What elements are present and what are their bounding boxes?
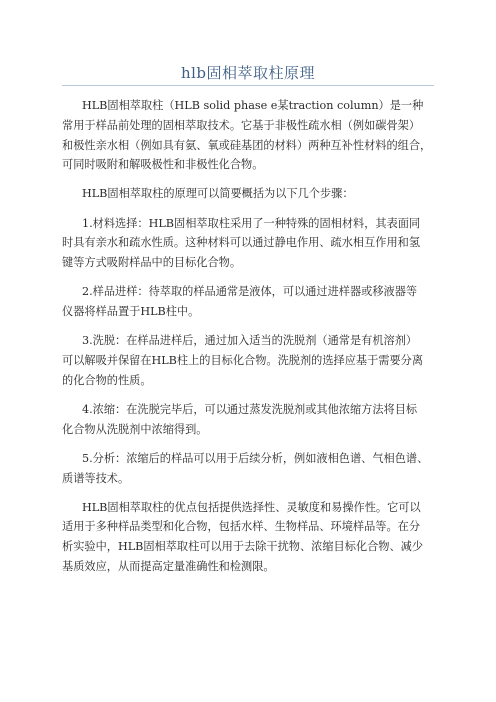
paragraph-line: 的化合物的性质。 — [62, 373, 152, 387]
paragraph-step-4 — [62, 400, 438, 440]
paragraph-line: 2.样品进样：待萃取的样品通常是液体，可以通过进样器或移液器等 — [82, 285, 418, 299]
paragraph-line: 可以解吸并保留在HLB柱上的目标化合物。洗脱剂的选择应基于需要分离 — [62, 353, 424, 367]
paragraph-line: 基质效应，从而提高定量准确性和检测限。 — [62, 560, 275, 574]
title-divider — [62, 85, 434, 86]
paragraph-line: HLB固相萃取柱（HLB solid phase e某traction column）是一种 — [82, 99, 424, 112]
paragraph-line: 质谱等技术。 — [62, 471, 130, 485]
paragraph-line: HLB固相萃取柱的优点包括提供选择性、灵敏度和易操作性。它可以 — [82, 500, 421, 514]
paragraph-line: 适用于多种样品类型和化合物，包括水样、生物样品、环境样品等。在分 — [62, 520, 421, 534]
paragraph-steps-intro — [62, 184, 438, 204]
paragraph-intro — [62, 96, 438, 175]
paragraph-line: 5.分析：浓缩后的样品可以用于后续分析，例如液相色谱、气相色谱、 — [82, 451, 429, 465]
paragraph-line: 1.材料选择：HLB固相萃取柱采用了一种特殊的固相材料，其表面同 — [82, 216, 421, 230]
paragraph-line: HLB固相萃取柱的原理可以简要概括为以下几个步骤： — [82, 187, 354, 201]
paragraph-line: 析实验中，HLB固相萃取柱可以用于去除干扰物、浓缩目标化合物、减少 — [62, 540, 424, 554]
paragraph-line: 仪器将样品置于HLB柱中。 — [62, 305, 200, 319]
paragraph-line: 键等方式吸附样品中的目标化合物。 — [62, 256, 242, 270]
paragraph-line: 常用于样品前处理的固相萃取技术。它基于非极性疏水相（例如碳骨架） — [62, 118, 421, 132]
paragraph-step-5 — [62, 449, 438, 489]
paragraph-step-3 — [62, 331, 438, 390]
document-title: hlb固相萃取柱原理 — [180, 64, 316, 82]
paragraph-line: 时具有亲水和疏水性质。这种材料可以通过静电作用、疏水相互作用和氢 — [62, 236, 421, 250]
paragraph-line: 可同时吸附和解吸极性和非极性化合物。 — [62, 158, 264, 172]
paragraph-line: 4.浓缩：在洗脱完毕后，可以通过蒸发洗脱剂或其他浓缩方法将目标 — [82, 402, 418, 416]
document-body — [62, 96, 438, 586]
paragraph-line: 和极性亲水相（例如具有氨、氧或硅基团的材料）两种互补性材料的组合， — [62, 138, 432, 152]
paragraph-advantages — [62, 498, 438, 577]
paragraph-step-1 — [62, 214, 438, 273]
paragraph-line: 3.洗脱：在样品进样后，通过加入适当的洗脱剂（通常是有机溶剂） — [82, 334, 418, 348]
paragraph-step-2 — [62, 282, 438, 322]
paragraph-line: 化合物从洗脱剂中浓缩得到。 — [62, 422, 208, 436]
